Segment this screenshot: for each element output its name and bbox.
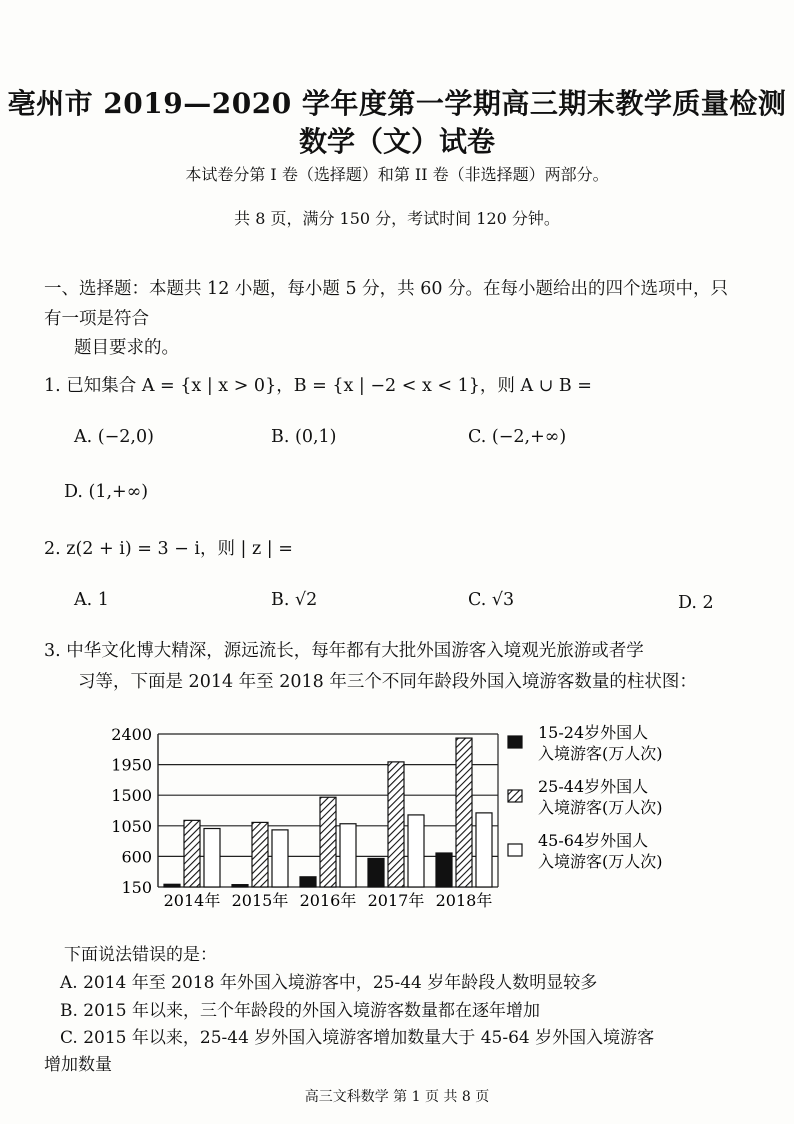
bar [456, 738, 472, 887]
legend-label: 入境游客(万人次) [538, 744, 663, 763]
question-2-option-d: D. 2 [678, 593, 714, 613]
x-tick-label: 2017年 [367, 891, 425, 910]
question-3-option-c-cont: 增加数量 [44, 1055, 112, 1075]
bar [436, 853, 452, 887]
question-1-stem: 1. 已知集合 A = {x | x > 0}，B = {x | −2 < x < 1}，则 A ∪ B = [44, 376, 592, 396]
x-tick-label: 2016年 [299, 891, 357, 910]
bar [232, 885, 248, 887]
x-tick-label: 2014年 [163, 891, 221, 910]
legend-swatch [508, 790, 522, 802]
bar [476, 813, 492, 887]
exam-title: 亳州市 2019—2020 学年度第一学期高三期末教学质量检测 [7, 87, 787, 120]
question-2-option-a: A. 1 [74, 590, 109, 610]
section-heading: 一、选择题：本题共 12 小题，每小题 5 分，共 60 分。在每小题给出的四个选项中，只有一项是符合 [44, 279, 729, 329]
question-2-option-b: B. √2 [271, 590, 318, 610]
bar [272, 830, 288, 887]
bar [368, 858, 384, 887]
y-tick-label: 1050 [111, 816, 152, 836]
legend-swatch [508, 736, 522, 748]
intro-line-1: 本试卷分第 I 卷（选择题）和第 II 卷（非选择题）两部分。 [185, 165, 609, 184]
legend-label: 入境游客(万人次) [538, 798, 663, 817]
question-1-option-d: D. (1,+∞) [64, 482, 149, 502]
visitor-bar-chart [96, 718, 716, 918]
y-tick-label: 2400 [111, 725, 152, 744]
question-1-option-c: C. (−2,+∞) [468, 427, 567, 447]
bar [340, 824, 356, 887]
bar [252, 822, 268, 887]
legend-label: 15-24岁外国人 [538, 723, 649, 742]
question-3-option-c: C. 2015 年以来，25-44 岁外国入境游客增加数量大于 45-64 岁外国入境游客 [60, 1028, 655, 1048]
question-3-prompt: 下面说法错误的是： [64, 945, 217, 965]
legend-label: 25-44岁外国人 [538, 777, 649, 796]
section-heading-cont: 题目要求的。 [74, 338, 179, 358]
y-tick-label: 150 [121, 878, 152, 897]
x-tick-label: 2018年 [435, 891, 493, 910]
y-tick-label: 1500 [111, 786, 152, 806]
bar [300, 877, 316, 887]
legend-label: 45-64岁外国人 [538, 831, 649, 850]
question-2-stem: 2. z(2 + i) = 3 − i，则 | z | = [44, 539, 293, 559]
y-tick-label: 1950 [111, 755, 152, 775]
bar [408, 815, 424, 887]
bar [164, 884, 180, 887]
bar [204, 829, 220, 887]
exam-subject: 数学（文）试卷 [298, 125, 495, 158]
question-3-stem-line-2: 习等，下面是 2014 年至 2018 年三个不同年龄段外国入境游客数量的柱状图： [78, 672, 697, 692]
question-3-option-b: B. 2015 年以来，三个年龄段的外国入境游客数量都在逐年增加 [60, 1001, 540, 1021]
y-tick-label: 600 [121, 847, 152, 867]
question-3-option-a: A. 2014 年至 2018 年外国入境游客中，25-44 岁年龄段人数明显较多 [60, 973, 598, 993]
intro-line-2: 共 8 页，满分 150 分，考试时间 120 分钟。 [234, 209, 560, 228]
question-3-stem-line-1: 3. 中华文化博大精深，源远流长，每年都有大批外国游客入境观光旅游或者学 [44, 641, 644, 661]
x-tick-label: 2015年 [231, 891, 289, 910]
question-2-option-c: C. √3 [468, 590, 515, 610]
question-1-option-a: A. (−2,0) [74, 427, 154, 447]
bar [388, 762, 404, 887]
legend-swatch [508, 844, 522, 856]
bar [320, 797, 336, 887]
page-footer: 高三文科数学 第 1 页 共 8 页 [304, 1089, 490, 1105]
legend-label: 入境游客(万人次) [538, 852, 663, 871]
bar [184, 820, 200, 887]
question-1-option-b: B. (0,1) [271, 427, 337, 447]
